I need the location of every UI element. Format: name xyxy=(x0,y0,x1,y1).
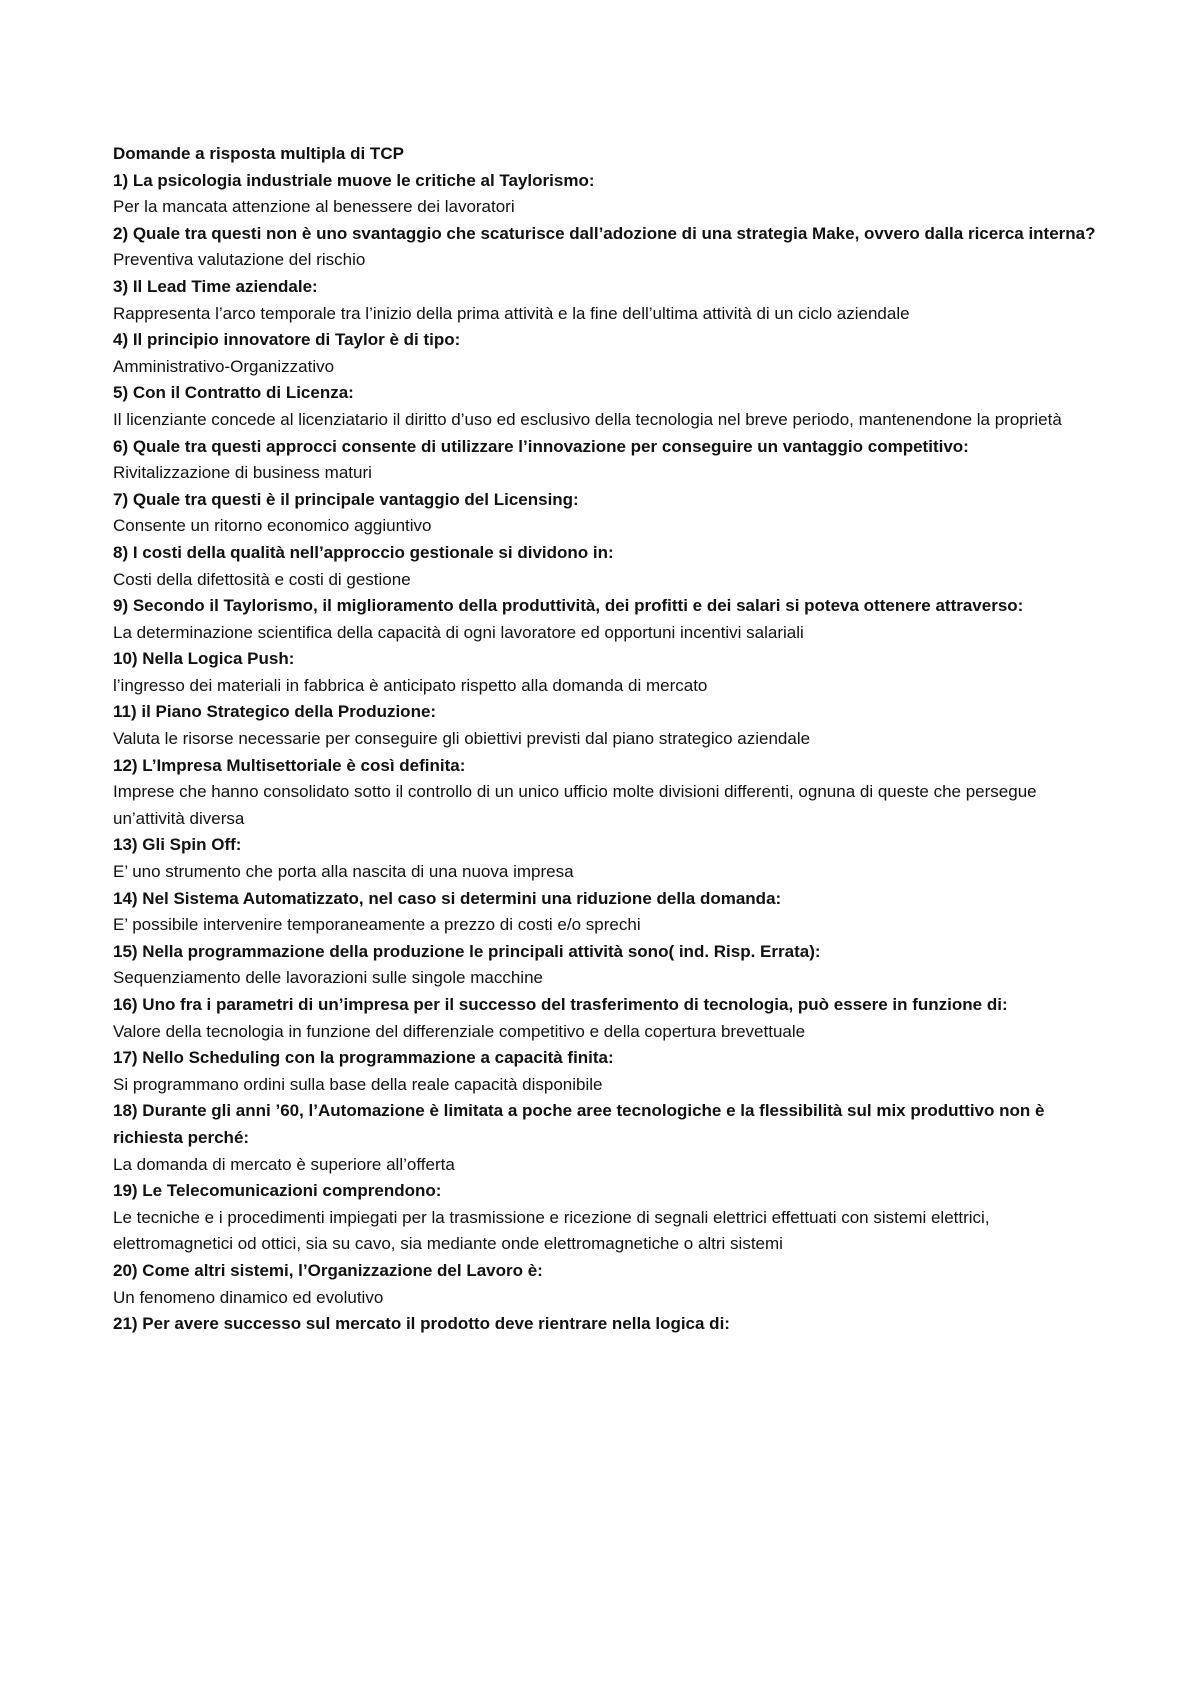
qa-item-4 xyxy=(113,327,1113,380)
answer: Sequenziamento delle lavorazioni sulle singole macchine xyxy=(113,968,543,988)
question: 8) I costi della qualità nell’approccio gestionale si dividono in: xyxy=(113,542,614,562)
qa-item-14 xyxy=(113,886,1113,939)
question: 3) Il Lead Time aziendale: xyxy=(113,276,318,296)
answer: Consente un ritorno economico aggiuntivo xyxy=(113,516,432,536)
document-page xyxy=(113,141,1113,1338)
answer: Per la mancata attenzione al benessere dei lavoratori xyxy=(113,197,515,217)
qa-item-16 xyxy=(113,992,1113,1045)
qa-item-17 xyxy=(113,1045,1113,1098)
question: 21) Per avere successo sul mercato il prodotto deve rientrare nella logica di: xyxy=(113,1314,730,1334)
question: 5) Con il Contratto di Licenza: xyxy=(113,383,354,403)
answer: Amministrativo-Organizzativo xyxy=(113,356,335,376)
question: 13) Gli Spin Off: xyxy=(113,835,242,855)
answer: Si programmano ordini sulla base della reale capacità disponibile xyxy=(113,1074,603,1094)
qa-item-5 xyxy=(113,380,1113,433)
qa-item-6 xyxy=(113,434,1113,487)
question: 6) Quale tra questi approcci consente di utilizzare l’innovazione per conseguire un vantaggio competitivo: xyxy=(113,436,969,456)
qa-item-15 xyxy=(113,939,1113,992)
question: 2) Quale tra questi non è uno svantaggio che scaturisce dall’adozione di una strategia Make, ovvero dalla ricerca interna? xyxy=(113,223,1096,243)
answer: Preventiva valutazione del rischio xyxy=(113,250,366,270)
qa-item-1 xyxy=(113,168,1113,221)
question: 7) Quale tra questi è il principale vantaggio del Licensing: xyxy=(113,489,579,509)
qa-item-2 xyxy=(113,221,1113,274)
answer: Valuta le risorse necessarie per conseguire gli obiettivi previsti dal piano strategico aziendale xyxy=(113,729,811,749)
qa-item-11 xyxy=(113,699,1113,752)
answer: La determinazione scientifica della capacità di ogni lavoratore ed opportuni incentivi salariali xyxy=(113,622,804,642)
answer: E’ uno strumento che porta alla nascita di una nuova impresa xyxy=(113,862,574,882)
qa-item-18 xyxy=(113,1098,1113,1178)
question: 17) Nello Scheduling con la programmazione a capacità finita: xyxy=(113,1048,614,1068)
qa-item-9 xyxy=(113,593,1113,646)
answer: Il licenziante concede al licenziatario il diritto d’uso ed esclusivo della tecnologia nel breve periodo, mantenendone la proprietà xyxy=(113,409,1062,429)
qa-item-3 xyxy=(113,274,1113,327)
question: 4) Il principio innovatore di Taylor è di tipo: xyxy=(113,330,461,350)
question: 12) L’Impresa Multisettoriale è così definita: xyxy=(113,755,466,775)
answer: Rivitalizzazione di business maturi xyxy=(113,463,372,483)
question: 15) Nella programmazione della produzione le principali attività sono( ind. Risp. Errata): xyxy=(113,941,821,961)
question: 19) Le Telecomunicazioni comprendono: xyxy=(113,1181,442,1201)
question: 11) il Piano Strategico della Produzione: xyxy=(113,702,437,722)
answer: Costi della difettosità e costi di gestione xyxy=(113,569,411,589)
answer: Rappresenta l’arco temporale tra l’inizio della prima attività e la fine dell’ultima attività di un ciclo aziendale xyxy=(113,303,910,323)
question: 9) Secondo il Taylorismo, il miglioramento della produttività, dei profitti e dei salari si poteva ottenere attraverso: xyxy=(113,596,1024,616)
qa-item-21 xyxy=(113,1311,1113,1338)
qa-item-20 xyxy=(113,1258,1113,1311)
qa-item-12 xyxy=(113,753,1113,833)
answer: Le tecniche e i procedimenti impiegati per la trasmissione e ricezione di segnali elettrici effettuati con sistemi elettrici, elettromagnetici od ottici, sia su cavo, sia mediante onde elettromagnetiche o altri sistemi xyxy=(113,1207,990,1254)
qa-item-10 xyxy=(113,646,1113,699)
qa-item-8 xyxy=(113,540,1113,593)
question: 1) La psicologia industriale muove le critiche al Taylorismo: xyxy=(113,170,595,190)
question: 18) Durante gli anni ’60, l’Automazione è limitata a poche aree tecnologiche e la flessibilità sul mix produttivo non è richiesta perché: xyxy=(113,1101,1045,1147)
answer: Imprese che hanno consolidato sotto il controllo di un unico ufficio molte divisioni differenti, ognuna di queste che persegue un’attività diversa xyxy=(113,782,1037,828)
question: 20) Come altri sistemi, l’Organizzazione del Lavoro è: xyxy=(113,1260,543,1280)
question: 10) Nella Logica Push: xyxy=(113,649,295,669)
answer: E’ possibile intervenire temporaneamente a prezzo di costi e/o sprechi xyxy=(113,915,641,935)
answer: La domanda di mercato è superiore all’offerta xyxy=(113,1154,455,1174)
question: 14) Nel Sistema Automatizzato, nel caso si determini una riduzione della domanda: xyxy=(113,888,782,908)
qa-item-7 xyxy=(113,487,1113,540)
answer: Un fenomeno dinamico ed evolutivo xyxy=(113,1287,384,1307)
document-title: Domande a risposta multipla di TCP xyxy=(113,144,404,163)
question: 16) Uno fra i parametri di un’impresa per il successo del trasferimento di tecnologia, può essere in funzione di: xyxy=(113,995,1008,1014)
answer: l’ingresso dei materiali in fabbrica è anticipato rispetto alla domanda di mercato xyxy=(113,675,708,695)
qa-item-13 xyxy=(113,832,1113,885)
qa-item-19 xyxy=(113,1178,1113,1258)
answer: Valore della tecnologia in funzione del differenziale competitivo e della copertura brevettuale xyxy=(113,1021,806,1041)
